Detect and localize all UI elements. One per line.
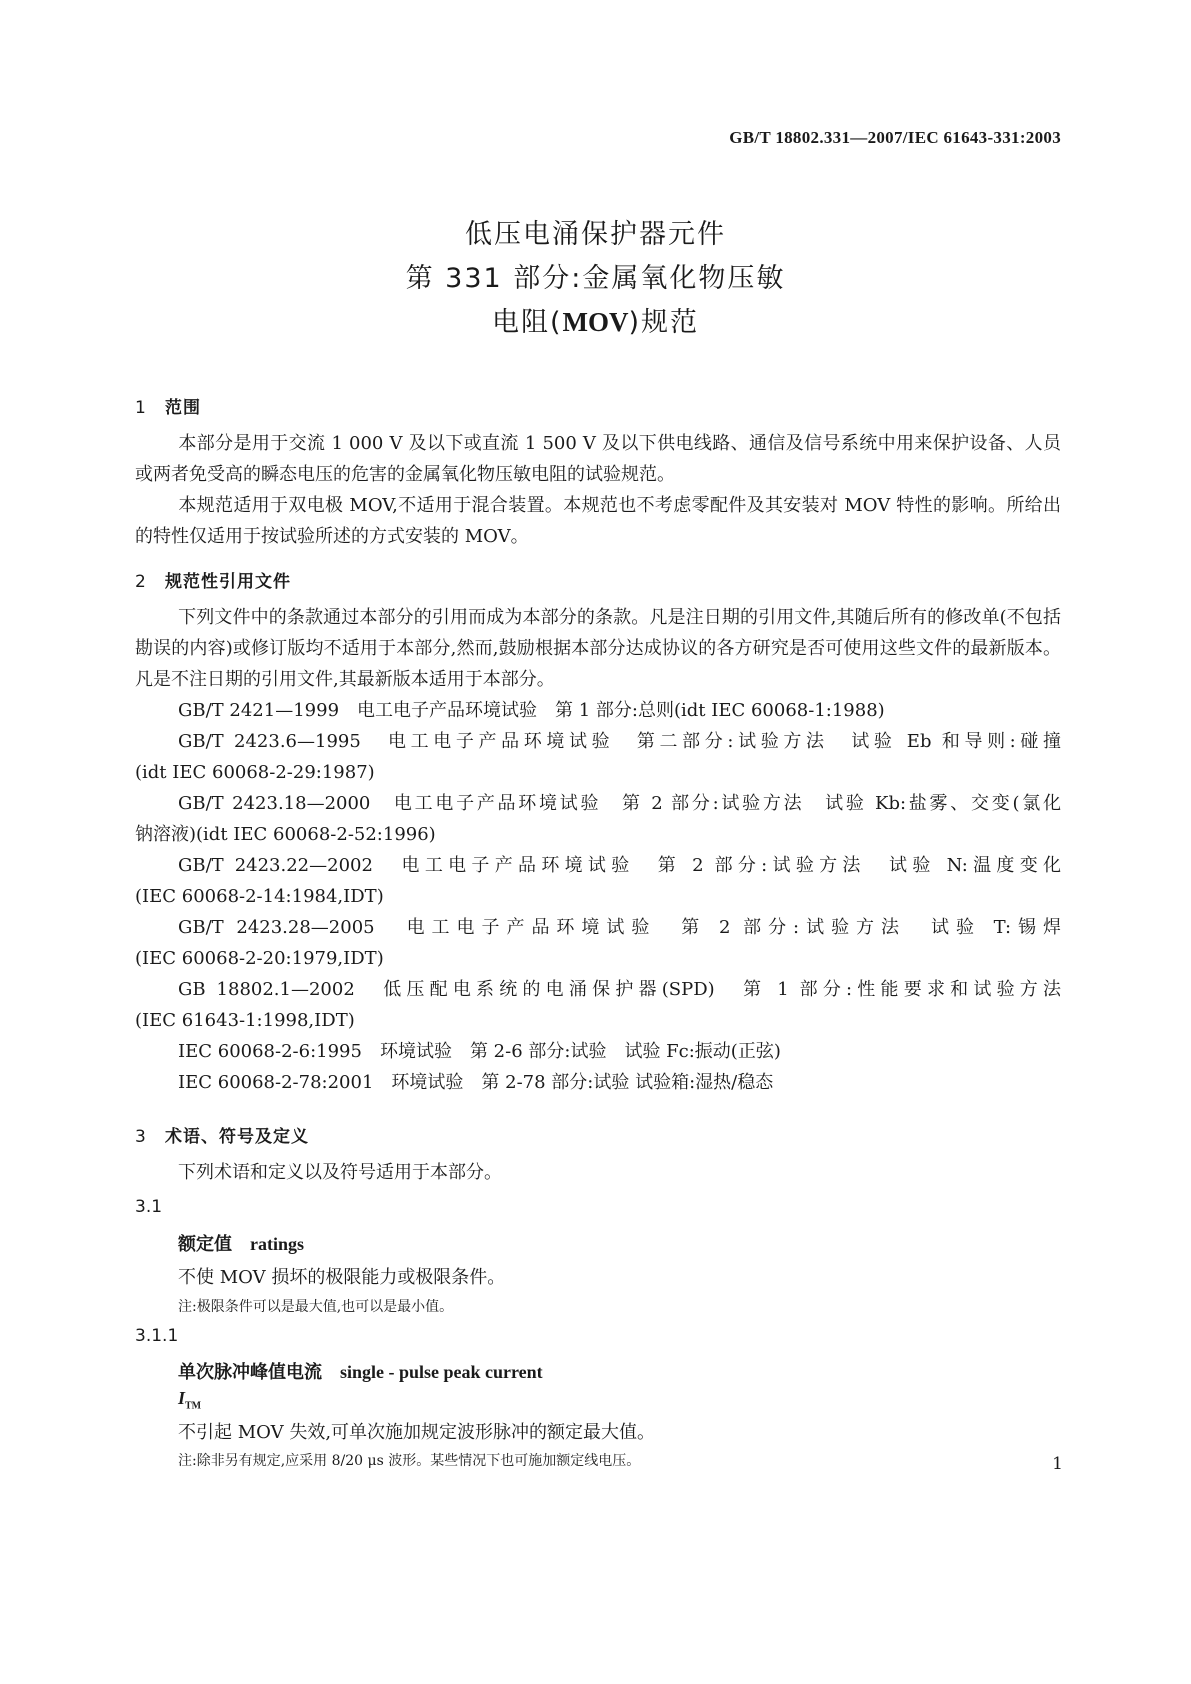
clause-3-1-1-number: 3.1.1 [135,1326,179,1346]
section-3-title: 术语、符号及定义 [165,1127,309,1147]
clause-3-1-number: 3.1 [135,1197,163,1217]
title-line-3-b: MOV [562,307,629,337]
section-1-paragraph-2 [135,490,1061,552]
reference-item [135,912,1061,943]
reference-item [135,788,1061,819]
title-line-3-c: )规范 [628,307,700,338]
term-english: ratings [250,1234,304,1254]
reference-item-continued: (IEC 60068-2-14:1984,IDT) [135,886,384,907]
reference-item [135,850,1061,881]
section-1-paragraph-1 [135,428,1061,490]
section-3-intro [135,1157,1061,1188]
reference-line: IEC 60068-2-6:1995 环境试验 第 2-6 部分:试验 试验 Fc:振动(正弦) [178,1041,781,1062]
section-2-heading [135,567,291,592]
symbol-main: I [178,1388,186,1408]
clause-3-1-1-definition: 不引起 MOV 失效,可单次施加规定波形脉冲的额定最大值。 [178,1422,656,1443]
section-1-heading [135,393,201,418]
clause-3-1-1-term [178,1358,543,1384]
reference-item-continued: 钠溶液)(idt IEC 60068-2-52:1996) [135,824,436,845]
title-line-2: 第 331 部分:金属氧化物压敏 [405,263,786,294]
clause-3-1-term [178,1230,304,1256]
reference-line: GB/T 2423.6—1995 电工电子产品环境试验 第二部分:试验方法 试验 Eb 和导则:碰撞 [178,731,1061,752]
section-3-intro-text: 下列术语和定义以及符号适用于本部分。 [178,1162,502,1183]
reference-item [135,974,1061,1005]
section-3-heading [135,1122,309,1147]
section-2-number: 2 [135,572,147,592]
reference-item-continued: (idt IEC 60068-2-29:1987) [135,762,375,783]
reference-item-continued: (IEC 60068-2-20:1979,IDT) [135,948,384,969]
section-2-title: 规范性引用文件 [165,572,291,592]
title-line-3 [0,300,1191,339]
reference-item [135,726,1061,757]
title-line-1: 低压电涌保护器元件 [465,219,726,250]
reference-item-continued: (IEC 61643-1:1998,IDT) [135,1010,355,1031]
reference-line: GB/T 2423.22—2002 电工电子产品环境试验 第 2 部分:试验方法 试验 N:温度变化 [178,855,1061,876]
standard-code-header: GB/T 18802.331—2007/IEC 61643-331:2003 [729,128,1061,147]
section-1-paragraph-1-text: 本部分是用于交流 1 000 V 及以下或直流 1 500 V 及以下供电线路、通信及信号系统中用来保护设备、人员或两者免受高的瞬态电压的危害的金属氧化物压敏电阻的试验规范。 [135,433,1061,485]
reference-line: GB 18802.1—2002 低压配电系统的电涌保护器(SPD) 第 1 部分:性能要求和试验方法 [178,979,1061,1000]
term-chinese: 额定值 [178,1234,232,1255]
clause-3-1-1-note: 注:除非另有规定,应采用 8/20 μs 波形。某些情况下也可施加额定线电压。 [178,1453,641,1469]
reference-item [135,1036,1061,1067]
reference-item [135,1067,1061,1098]
clause-3-1-definition: 不使 MOV 损坏的极限能力或极限条件。 [178,1267,506,1288]
section-2-intro [135,602,1061,695]
section-2-intro-text: 下列文件中的条款通过本部分的引用而成为本部分的条款。凡是注日期的引用文件,其随后所有的修改单(不包括勘误的内容)或修订版均不适用于本部分,然而,鼓励根据本部分达成协议的各方研究是否可使用这些文件的最新版本。凡是不注日期的引用文件,其最新版本适用于本部分。 [135,607,1061,690]
reference-line: IEC 60068-2-78:2001 环境试验 第 2-78 部分:试验 试验箱:湿热/稳态 [178,1072,774,1093]
symbol-subscript: TM [185,1400,202,1412]
reference-item [135,695,1061,726]
clause-3-1-note: 注:极限条件可以是最大值,也可以是最小值。 [178,1299,454,1315]
page-number: 1 [1052,1454,1063,1474]
reference-line: GB/T 2423.28—2005 电工电子产品环境试验 第 2 部分:试验方法 试验 T:锡焊 [178,917,1061,938]
reference-line: GB/T 2421—1999 电工电子产品环境试验 第 1 部分:总则(idt IEC 60068-1:1988) [178,700,885,721]
section-1-title: 范围 [165,398,201,418]
section-1-paragraph-2-text: 本规范适用于双电极 MOV,不适用于混合装置。本规范也不考虑零配件及其安装对 MOV 特性的影响。所给出的特性仅适用于按试验所述的方式安装的 MOV。 [135,495,1061,547]
title-line-3-a: 电阻( [491,307,563,338]
term-english: single - pulse peak current [340,1362,543,1382]
reference-line: GB/T 2423.18—2000 电工电子产品环境试验 第 2 部分:试验方法 试验 Kb:盐雾、交变(氯化 [178,793,1061,814]
clause-3-1-1-symbol [178,1388,201,1412]
term-chinese: 单次脉冲峰值电流 [178,1362,322,1383]
section-3-number: 3 [135,1127,147,1147]
section-1-number: 1 [135,398,147,418]
